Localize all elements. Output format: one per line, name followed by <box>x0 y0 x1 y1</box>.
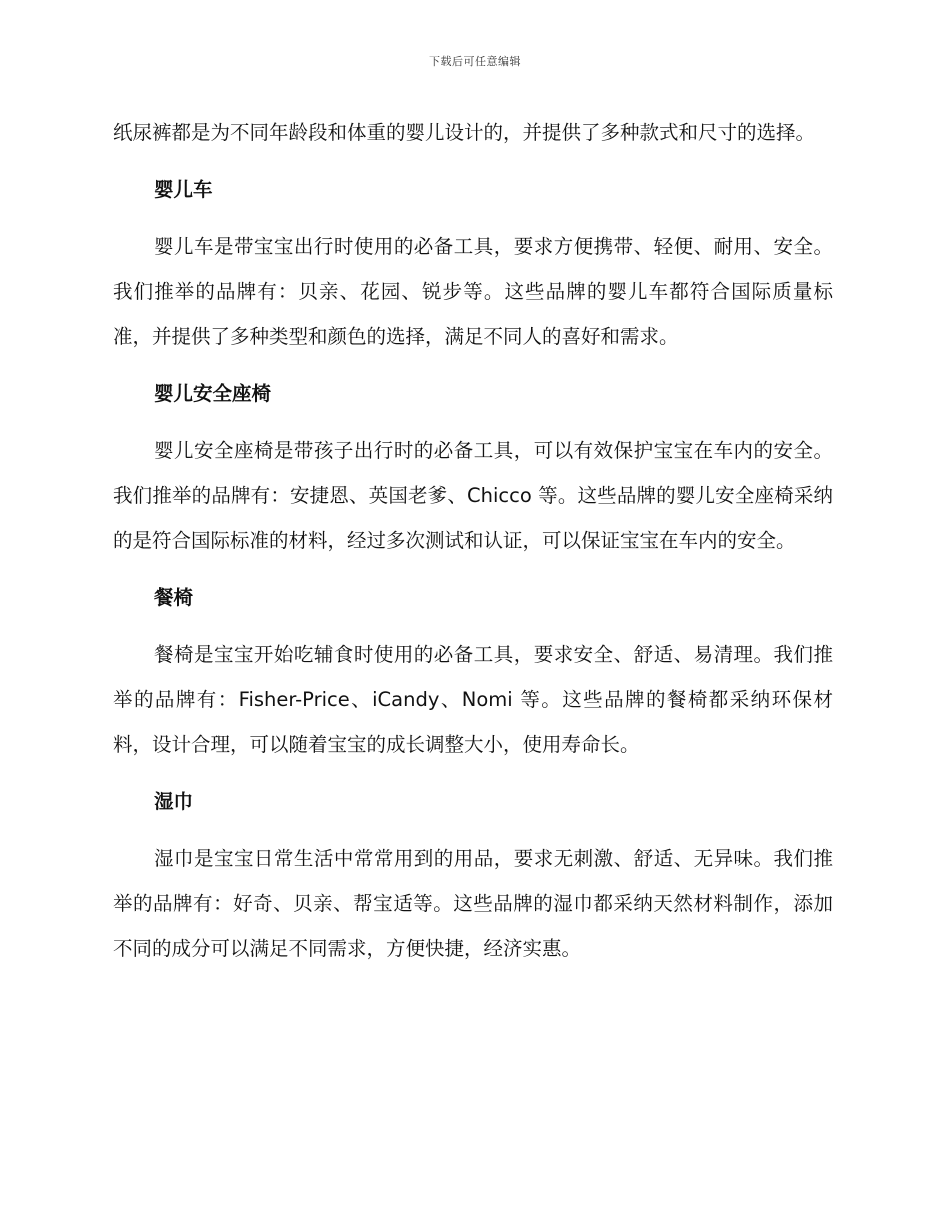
section-body-stroller: 婴儿车是带宝宝出行时使用的必备工具，要求方便携带、轻便、耐用、安全。我们推举的品牌有：贝亲、花园、锐步等。这些品牌的婴儿车都符合国际质量标准，并提供了多种类型和颜色的选择，满足不同人的喜好和需求。 <box>113 235 833 348</box>
section-heading-stroller: 婴儿车 <box>154 178 213 201</box>
section-body-wet-wipes: 湿巾是宝宝日常生活中常常用到的用品，要求无刺激、舒适、无异味。我们推举的品牌有：好奇、贝亲、帮宝适等。这些品牌的湿巾都采纳天然材料制作，添加不同的成分可以满足不同需求，方便快捷，经济实惠。 <box>113 847 833 960</box>
page-header: 下载后可任意编辑 <box>429 55 521 68</box>
section-heading-wet-wipes: 湿巾 <box>154 790 194 813</box>
section-body-high-chair: 餐椅是宝宝开始吃辅食时使用的必备工具，要求安全、舒适、易清理。我们推举的品牌有：Fisher-Price、iCandy、Nomi 等。这些品牌的餐椅都采纳环保材料，设计合理，可以随着宝宝的成长调整大小，使用寿命长。 <box>113 643 833 756</box>
document-body <box>113 110 833 971</box>
intro-paragraph: 纸尿裤都是为不同年龄段和体重的婴儿设计的，并提供了多种款式和尺寸的选择。 <box>113 121 816 144</box>
section-heading-high-chair: 餐椅 <box>154 586 194 609</box>
section-body-car-seat: 婴儿安全座椅是带孩子出行时的必备工具，可以有效保护宝宝在车内的安全。我们推举的品牌有：安捷恩、英国老爹、Chicco 等。这些品牌的婴儿安全座椅采纳的是符合国际标准的材料，经过多次测试和认证，可以保证宝宝在车内的安全。 <box>113 439 833 552</box>
section-heading-car-seat: 婴儿安全座椅 <box>154 382 272 405</box>
